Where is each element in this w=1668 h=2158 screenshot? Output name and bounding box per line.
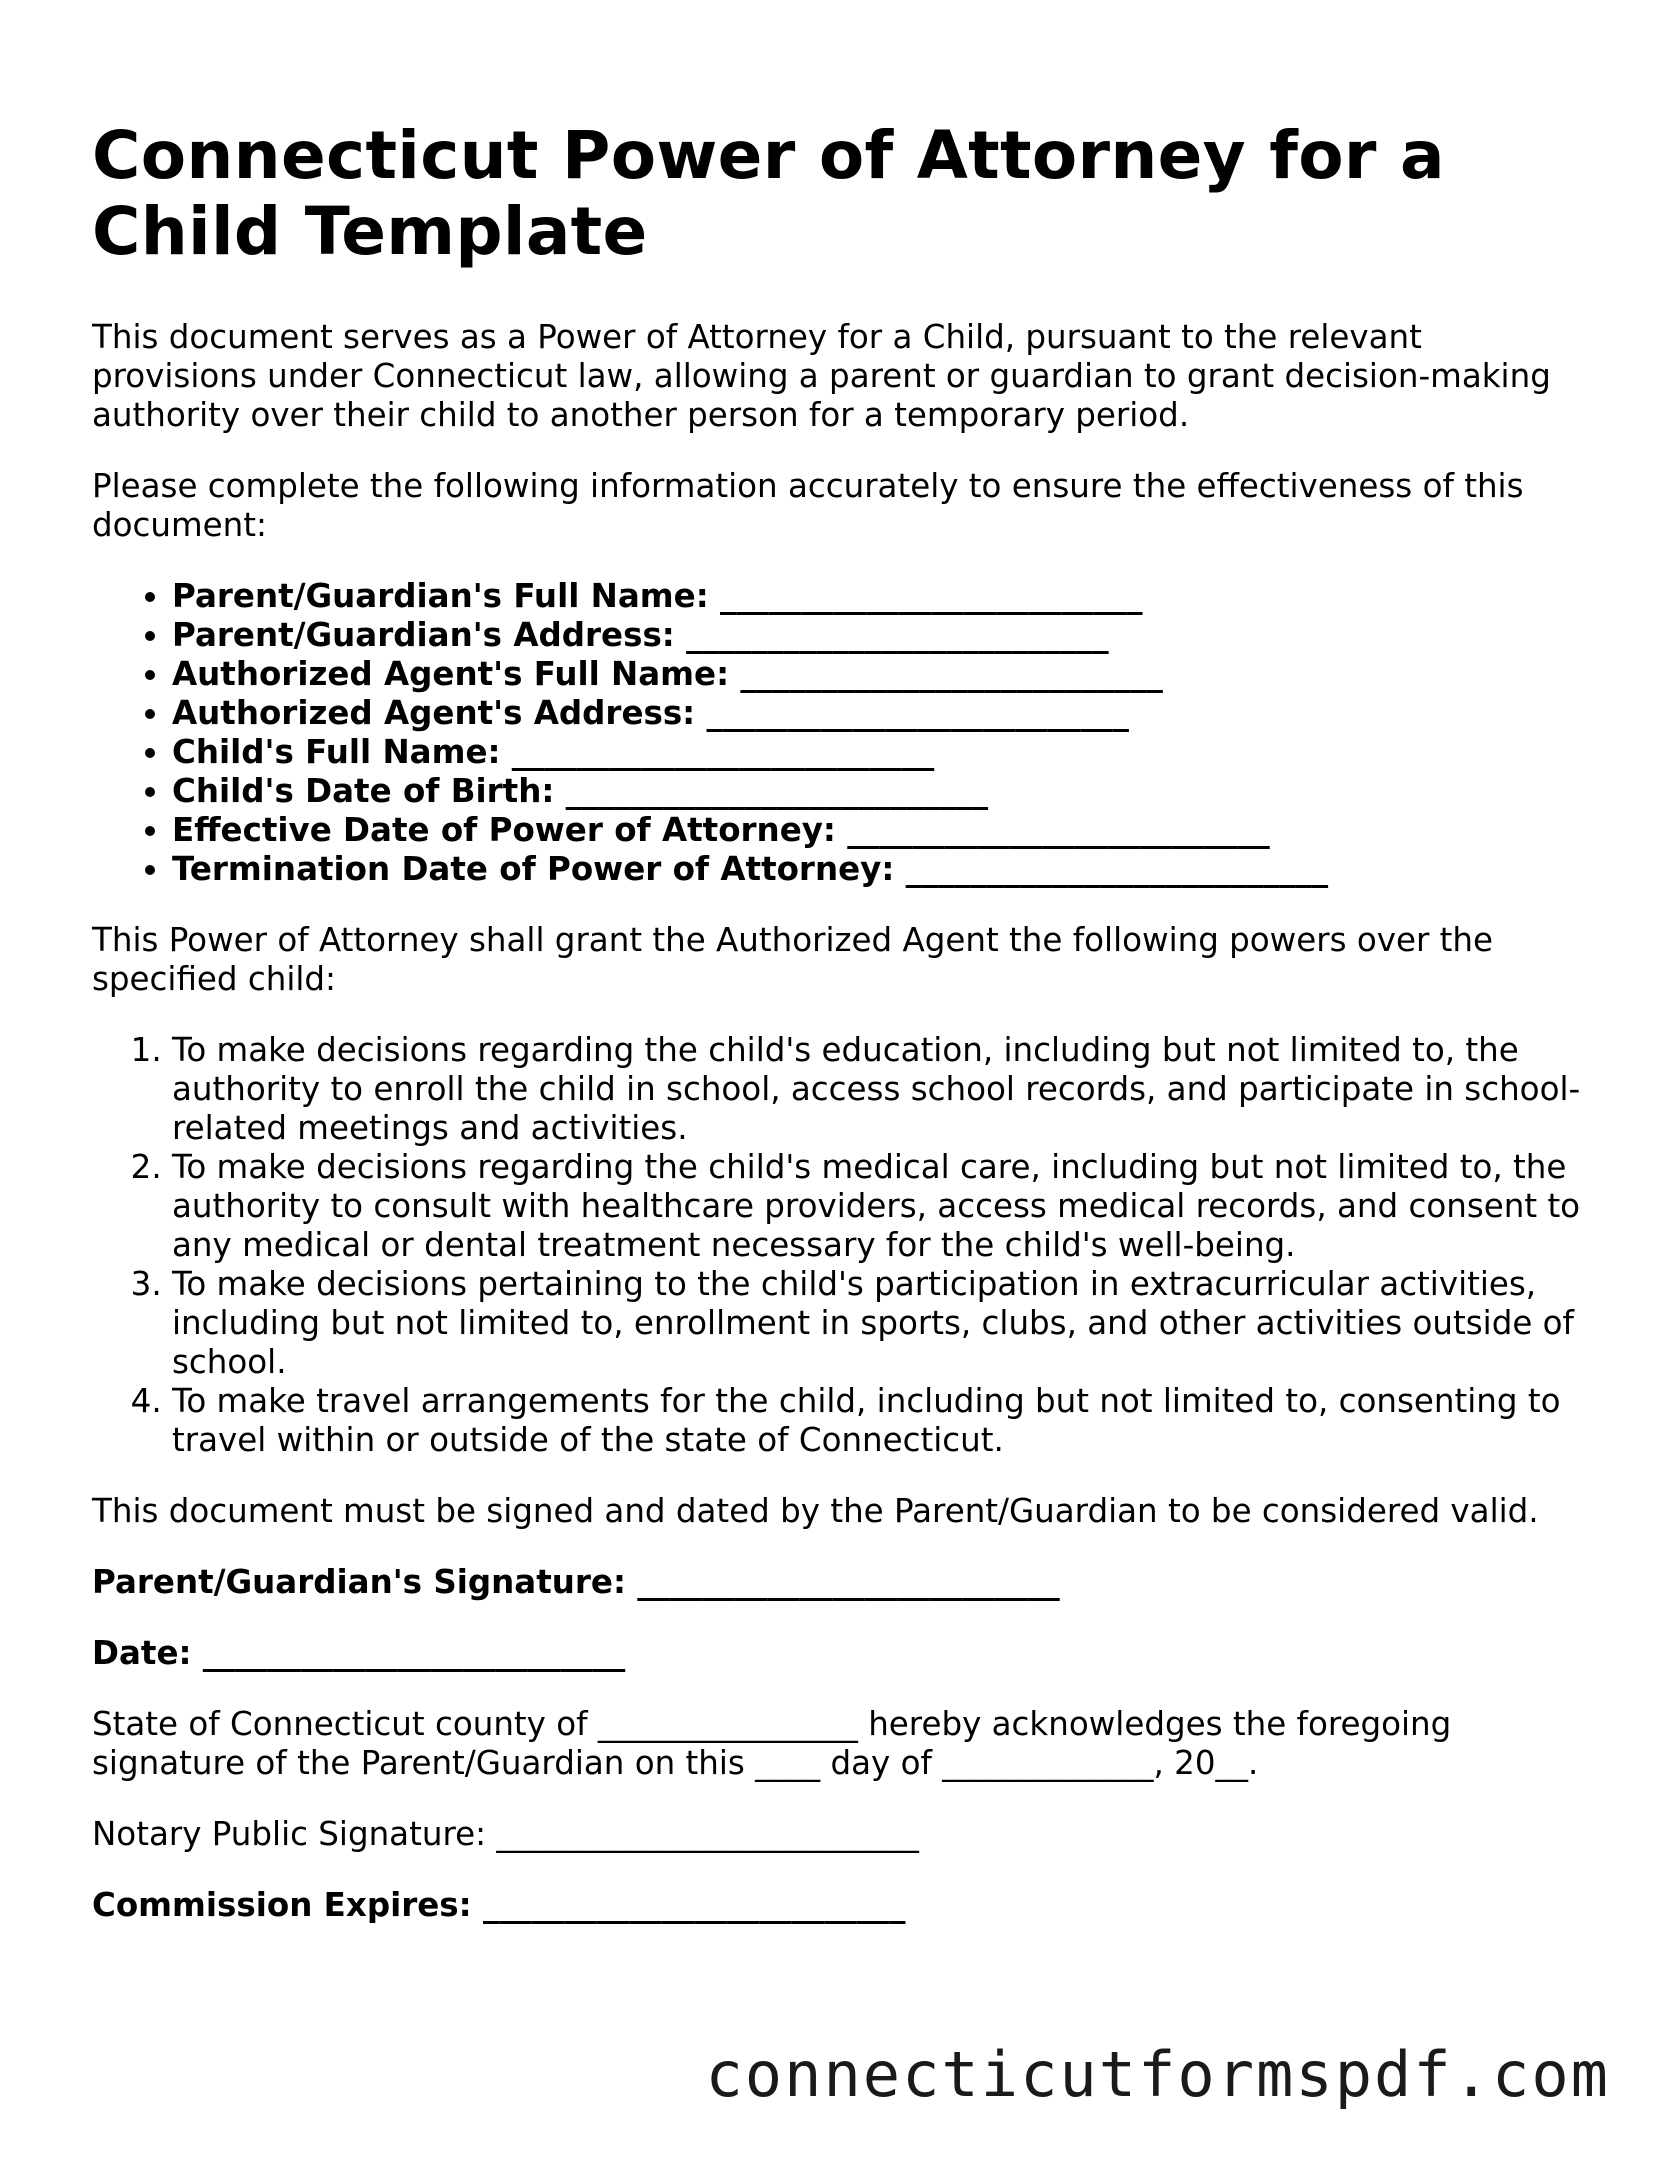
power-travel: 4. To make travel arrangements for the child, including but not limited to, consenting to travel within or outside of the state of Connecticut. (172, 1382, 1592, 1460)
date-line: Date: __________________________ (92, 1634, 626, 1672)
field-termination-date: • Termination Date of Power of Attorney: __________________________ (172, 850, 1592, 889)
field-child-date-of-birth: • Child's Date of Birth: __________________________ (172, 772, 1592, 811)
notary-signature-line: Notary Public Signature: __________________________ (92, 1815, 919, 1853)
information-fields-list (92, 577, 1592, 889)
field-child-full-name: • Child's Full Name: __________________________ (172, 733, 1592, 772)
field-agent-full-name: • Authorized Agent's Full Name: __________________________ (172, 655, 1592, 694)
power-education: 1. To make decisions regarding the child's education, including but not limited to, the authority to enroll the child in school, access school records, and participate in school-related meetings and activities. (172, 1031, 1592, 1148)
validity-note: This document must be signed and dated by the Parent/Guardian to be considered valid. (92, 1492, 1539, 1530)
field-parent-address: • Parent/Guardian's Address: __________________________ (172, 616, 1592, 655)
acknowledgment-paragraph: State of Connecticut county of ________________ hereby acknowledges the foregoing signature of the Parent/Guardian on this ____ day of _____________, 20__. (92, 1705, 1452, 1782)
power-extracurricular: 3. To make decisions pertaining to the child's participation in extracurricular activities, including but not limited to, enrollment in sports, clubs, and other activities outside of school. (172, 1265, 1592, 1382)
field-agent-address: • Authorized Agent's Address: __________________________ (172, 694, 1592, 733)
document-body (92, 318, 1592, 1957)
field-effective-date: • Effective Date of Power of Attorney: __________________________ (172, 811, 1592, 850)
guardian-signature-line: Parent/Guardian's Signature: __________________________ (92, 1563, 1060, 1601)
power-medical: 2. To make decisions regarding the child's medical care, including but not limited to, the authority to consult with healthcare providers, access medical records, and consent to any medical or dental treatment necessary for the child's well-being. (172, 1148, 1592, 1265)
commission-expires-line: Commission Expires: __________________________ (92, 1886, 906, 1924)
field-parent-full-name: • Parent/Guardian's Full Name: __________________________ (172, 577, 1592, 616)
site-watermark: connecticutformspdf.com (705, 2038, 1610, 2111)
intro-paragraph: This document serves as a Power of Attorney for a Child, pursuant to the relevant provisions under Connecticut law, allowing a parent or guardian to grant decision-making authority over their child to another person for a temporary period. (92, 318, 1551, 434)
powers-intro-paragraph: This Power of Attorney shall grant the Authorized Agent the following powers over the specified child: (92, 921, 1494, 998)
instruction-paragraph: Please complete the following information accurately to ensure the effectiveness of this document: (92, 467, 1524, 544)
powers-list (92, 1031, 1592, 1460)
document-title: Connecticut Power of Attorney for a Child Template (92, 117, 1445, 270)
